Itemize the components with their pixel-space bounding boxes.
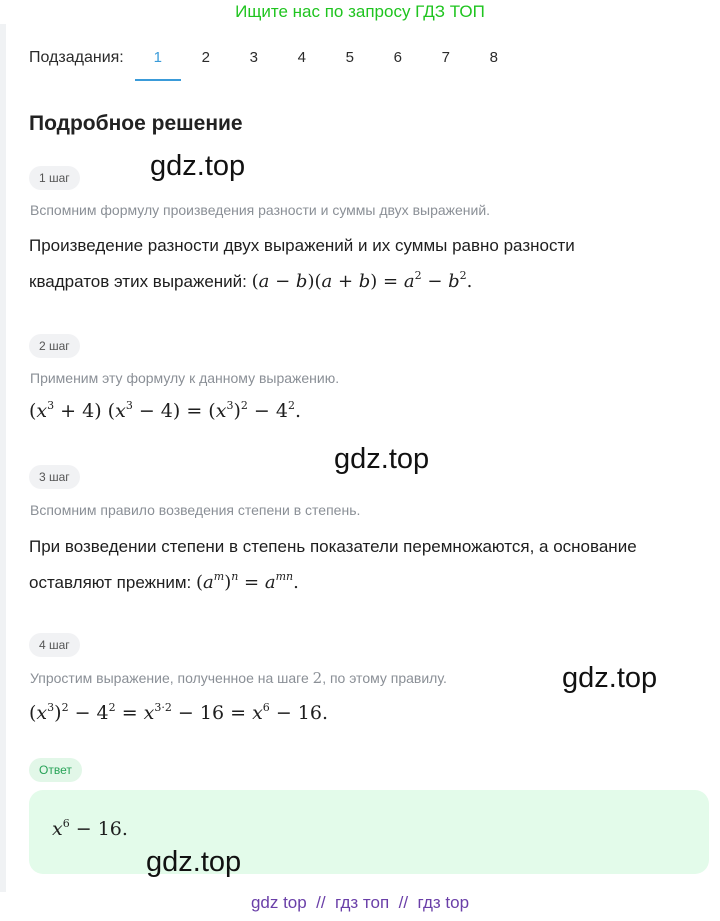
step-text: квадратов этих выражений: <box>29 272 247 291</box>
watermark: gdz.top <box>562 662 658 694</box>
step-hint: Вспомним правило возведения степени в степень. <box>30 502 361 518</box>
step-badge: 1 шаг <box>29 166 80 190</box>
tab-4[interactable]: 4 <box>297 49 306 66</box>
solution-heading: Подробное решение <box>29 112 243 135</box>
tab-2[interactable]: 2 <box>201 49 210 66</box>
subtasks-nav <box>29 36 518 80</box>
step-hint <box>30 669 447 687</box>
tab-5[interactable]: 5 <box>345 49 354 66</box>
tab-3[interactable]: 3 <box>249 49 258 66</box>
answer-badge: Ответ <box>29 758 82 782</box>
watermark: gdz.top <box>150 150 246 182</box>
tab-7[interactable]: 7 <box>441 49 450 66</box>
formula: $(a^m)^n = a^{mn}$. <box>195 570 299 593</box>
formula: $(x^3)^2 - 4^2 = x^{3\cdot 2} - 16 = x^6 - 16$. <box>29 701 328 724</box>
tab-6[interactable]: 6 <box>393 49 402 66</box>
left-divider <box>0 24 6 892</box>
hint-text: , по этому правилу. <box>322 670 447 686</box>
hint-text: Упростим выражение, полученное на шаге <box>30 670 309 686</box>
watermark: gdz.top <box>334 443 430 475</box>
step-hint: Применим эту формулу к данному выражению. <box>30 370 340 386</box>
step-text-line2 <box>29 266 472 298</box>
step-badge: 4 шаг <box>29 633 80 657</box>
subtasks-label: Подзадания: <box>29 49 124 66</box>
step-text-line2 <box>29 567 299 599</box>
watermark: gdz.top <box>146 846 242 878</box>
footer-text[interactable]: gdz top // гдз топ // гдз top <box>250 893 470 912</box>
step-badge: 3 шаг <box>29 465 80 489</box>
step-hint: Вспомним формулу произведения разности и суммы двух выражений. <box>30 202 491 218</box>
tab-8[interactable]: 8 <box>489 49 498 66</box>
tab-1[interactable]: 1 <box>134 38 182 78</box>
formula: $(x^3 + 4) (x^3 - 4) = (x^3)^2 - 4^2$. <box>29 399 302 422</box>
step-text: оставляют прежним: <box>29 573 192 592</box>
formula: $(a - b)(a + b) = a^2 - b^2$. <box>251 269 473 292</box>
footer-links[interactable] <box>0 893 720 913</box>
answer-box <box>29 790 709 874</box>
hint-number: 2 <box>312 669 323 687</box>
top-banner: Ищите нас по запросу ГДЗ ТОП <box>235 2 485 21</box>
step-badge: 2 шаг <box>29 334 80 358</box>
answer-formula: $x^6 - 16$. <box>52 817 128 840</box>
step-text: Произведение разности двух выражений и их суммы равно разности <box>29 236 575 255</box>
step-text: При возведении степени в степень показатели перемножаются, а основание <box>29 537 637 556</box>
